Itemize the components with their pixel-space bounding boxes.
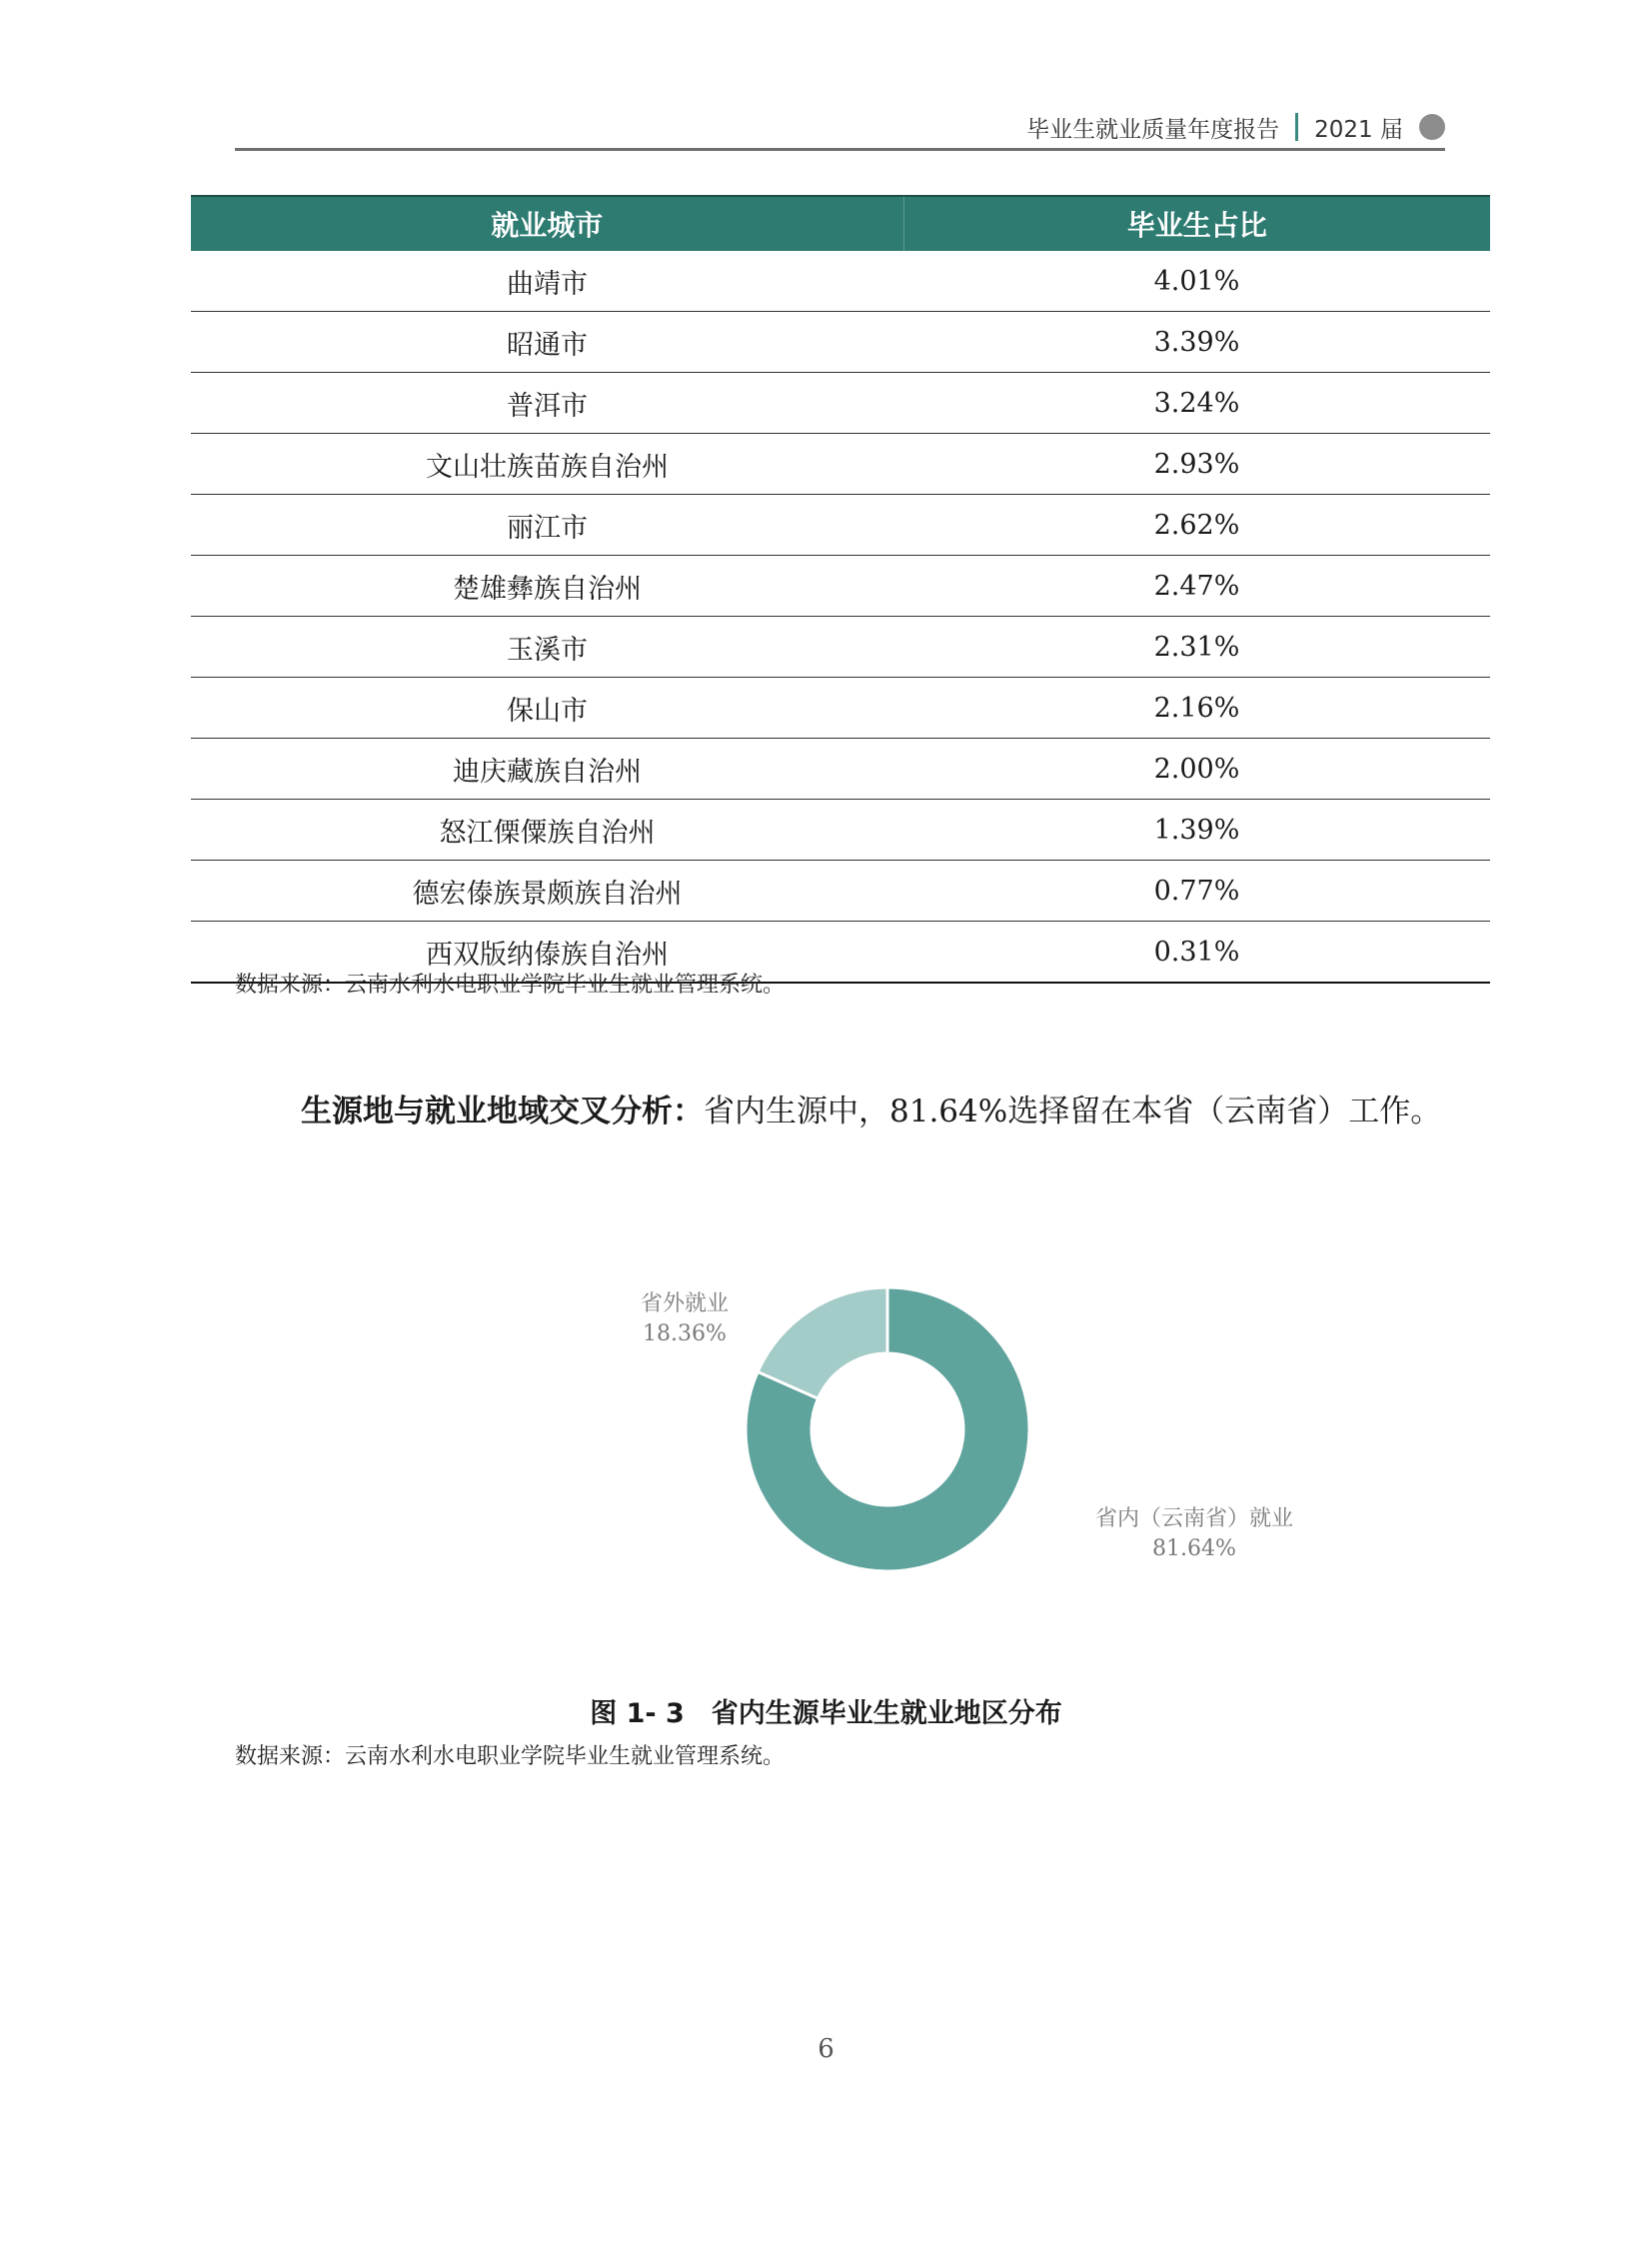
donut-slice-1	[758, 1287, 887, 1398]
ratio-cell: 2.00%	[903, 739, 1490, 800]
ratio-cell: 1.39%	[903, 800, 1490, 861]
table-row	[191, 556, 1490, 617]
slice-label-outside	[620, 1289, 750, 1349]
table-row	[191, 861, 1490, 922]
column-header-ratio: 毕业生占比	[903, 196, 1490, 251]
city-cell: 玉溪市	[191, 617, 903, 678]
page-header	[235, 108, 1445, 151]
city-cell: 楚雄彝族自治州	[191, 556, 903, 617]
column-header-city: 就业城市	[191, 196, 903, 251]
analysis-paragraph	[235, 1080, 1449, 1143]
employment-city-table	[191, 195, 1490, 984]
table-row	[191, 800, 1490, 861]
ratio-cell: 4.01%	[903, 251, 1490, 312]
city-cell: 丽江市	[191, 495, 903, 556]
header-text	[1026, 112, 1445, 142]
ratio-cell: 0.31%	[903, 922, 1490, 984]
slice-label-inside-value: 81.64%	[1152, 1536, 1236, 1561]
table-row	[191, 739, 1490, 800]
ratio-cell: 0.77%	[903, 861, 1490, 922]
table-row	[191, 617, 1490, 678]
ratio-cell: 2.93%	[903, 434, 1490, 495]
paragraph-lead: 生源地与就业地域交叉分析：	[301, 1094, 704, 1129]
ratio-cell: 2.31%	[903, 617, 1490, 678]
figure-caption: 图 1- 3 省内生源毕业生就业地区分布	[590, 1698, 1062, 1729]
table-row	[191, 373, 1490, 434]
city-cell: 文山壮族苗族自治州	[191, 434, 903, 495]
header-dot-icon	[1419, 114, 1445, 140]
figure-source-note: 数据来源：云南水利水电职业学院毕业生就业管理系统。	[235, 1744, 786, 1769]
city-cell: 迪庆藏族自治州	[191, 739, 903, 800]
ratio-cell: 3.39%	[903, 312, 1490, 373]
city-cell: 保山市	[191, 678, 903, 739]
table-row	[191, 495, 1490, 556]
slice-label-outside-name: 省外就业	[640, 1291, 729, 1316]
paragraph-body: 省内生源中，81.64%选择留在本省（云南省）工作。	[704, 1094, 1442, 1129]
city-cell: 怒江傈僳族自治州	[191, 800, 903, 861]
city-cell: 曲靖市	[191, 251, 903, 312]
ratio-cell: 2.47%	[903, 556, 1490, 617]
header-separator	[1295, 113, 1298, 141]
report-year: 2021 届	[1314, 116, 1403, 143]
table-source-note: 数据来源：云南水利水电职业学院毕业生就业管理系统。	[235, 973, 786, 998]
table-row	[191, 678, 1490, 739]
ratio-cell: 2.16%	[903, 678, 1490, 739]
ratio-cell: 3.24%	[903, 373, 1490, 434]
table-row	[191, 251, 1490, 312]
report-title: 毕业生就业质量年度报告	[1026, 116, 1280, 143]
city-cell: 昭通市	[191, 312, 903, 373]
table-row	[191, 434, 1490, 495]
city-cell: 普洱市	[191, 373, 903, 434]
table-header-row	[191, 196, 1490, 251]
page-number: 6	[818, 2034, 834, 2064]
slice-label-inside	[1054, 1504, 1334, 1564]
city-cell: 德宏傣族景颇族自治州	[191, 861, 903, 922]
donut-chart	[600, 1269, 1359, 1619]
slice-label-inside-name: 省内（云南省）就业	[1094, 1506, 1293, 1531]
city-cell: 西双版纳傣族自治州	[191, 922, 903, 984]
slice-label-outside-value: 18.36%	[643, 1321, 727, 1346]
ratio-cell: 2.62%	[903, 495, 1490, 556]
table-row	[191, 312, 1490, 373]
